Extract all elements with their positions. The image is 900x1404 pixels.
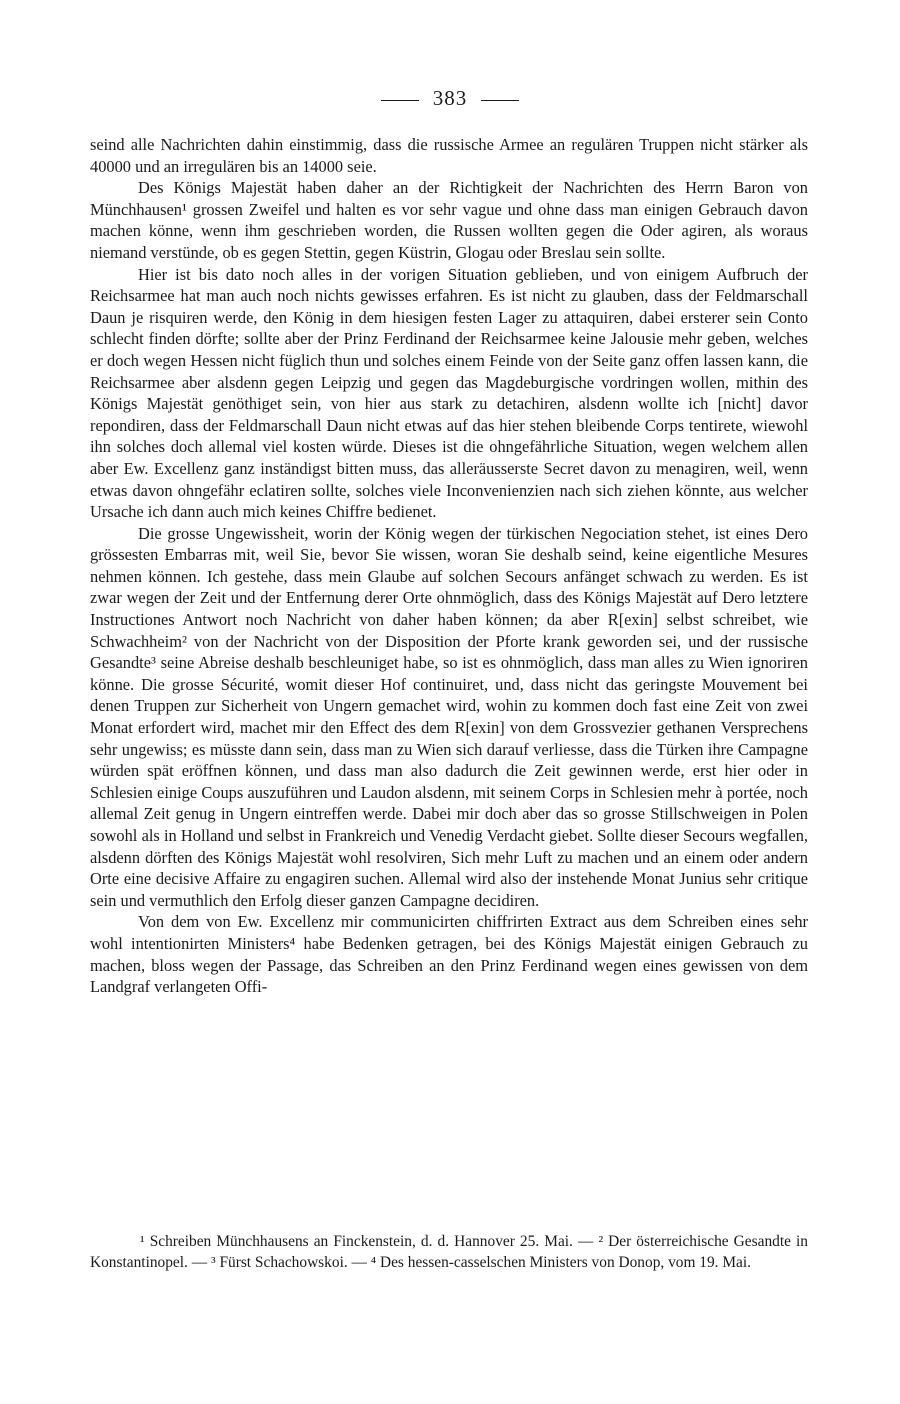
main-text xyxy=(90,134,808,998)
paragraph-3: Hier ist bis dato noch alles in der vorigen Situation geblieben, und von einigem Aufbruch der Reichsarmee hat man auch noch nichts gewisses erfahren. Es ist nicht zu glauben, dass der Feldmarschall Daun je risquiren werde, den König in dem hiesigen festen Lager zu attaquiren, dabei ersterer sein Conto schlecht finden dörfte; sollte aber der Prinz Ferdinand der Reichsarmee keine Jalousie mehr geben, welches er doch wegen Hessen nicht füglich thun und solches einem Feinde von der Seite ganz offen lassen kann, die Reichsarmee aber alsdenn gegen Leipzig und gegen das Magdeburgische vordringen wollen, mithin des Königs Majestät genöthiget sein, von hier aus stark zu detachiren, alsdenn wollte ich [nicht] davor repondiren, dass der Feldmarschall Daun nicht etwas auf das hier stehen bleibende Corps tentirete, wiewohl ihn solches doch allemal viel kosten würde. Dieses ist die ohngefährliche Situation, wegen welchem allen aber Ew. Excellenz ganz inständigst bitten muss, das alleräusserste Secret davon zu menagiren, weil, wenn etwas davon ohngefähr eclatiren sollte, solches viele Inconvenienzien nach sich ziehen könnte, aus welcher Ursache ich dann auch mich keines Chiffre bedienet. xyxy=(90,264,808,522)
page-number: 383 xyxy=(432,86,468,110)
paragraph-1: seind alle Nachrichten dahin einstimmig, dass die russische Armee an regulären Truppen nicht stärker als 40000 und an irregulären bis an 14000 seie. xyxy=(90,135,808,176)
paragraph-4: Die grosse Ungewissheit, worin der König wegen der türkischen Negociation stehet, ist eines Dero grössesten Embarras mit, weil Sie, bevor Sie wissen, woran Sie deshalb seind, keine eigentliche Mesures nehmen können. Ich gestehe, dass mein Glaube auf solchen Secours anfänget schwach zu werden. Es ist zwar wegen der Zeit und der Entfernung derer Orte ohnmöglich, dass des Königs Majestät auf Dero letztere Instructiones Antwort noch Nachricht von daher haben können; da aber R[exin] selbst schreibet, wie Schwachheim² von der Nachricht von der Disposition der Pforte krank geworden sei, und der russische Gesandte³ seine Abreise deshalb beschleuniget habe, so ist es ohnmöglich, dass man alles zu Wien ignoriren könne. Die grosse Sécurité, womit dieser Hof continuiret, und, dass nicht das geringste Mouvement bei denen Truppen zur Sicherheit von Ungern gemachet wird, wohin zu kommen doch fast eine Zeit von zwei Monat erfordert wird, machet mir den Effect des dem R[exin] von dem Grossvezier gethanen Versprechens sehr ungewiss; es müsste dann sein, dass man zu Wien sich darauf verliesse, dass die Türken ihre Campagne würden spät eröffnen können, und dass man also dadurch die Zeit gewinnen werde, erst hier oder in Schlesien einige Coups auszuführen und Laudon alsdenn, mit seinem Corps in Schlesien mehr à portée, noch allemal Zeit genug in Ungern eintreffen werde. Dabei mir doch aber das so grosse Stillschweigen in Polen sowohl als in Holland und selbst in Frankreich und Venedig Verdacht giebet. Sollte dieser Secours wegfallen, alsdenn dörften des Königs Majestät wohl resolviren, Sich mehr Luft zu machen und an einem oder andern Orte eine decisive Affaire zu engagiren suchen. Allemal wird also der instehende Monat Junius sehr critique sein und vermuthlich den Erfolg dieser ganzen Campagne decidiren. xyxy=(90,523,808,910)
paragraph-2: Des Königs Majestät haben daher an der Richtigkeit der Nachrichten des Herrn Baron von Münchhausen¹ grossen Zweifel und halten es vor sehr vague und ohne dass man einigen Gebrauch davon machen könne, wenn ihm geschrieben worden, die Russen wollten gegen die Oder agiren, als woraus niemand verstünde, ob es gegen Stettin, gegen Küstrin, Glogau oder Breslau sein sollte. xyxy=(90,178,808,262)
paragraph-5: Von dem von Ew. Excellenz mir communicirten chiffrirten Extract aus dem Schreiben eines sehr wohl intentionirten Ministers⁴ habe Bedenken getragen, bei des Königs Majestät einigen Gebrauch zu machen, bloss wegen der Passage, das Schreiben an den Prinz Ferdinand wegen eines gewissen von dem Landgraf verlangeten Offi- xyxy=(90,912,808,997)
header-dash-left xyxy=(381,100,419,101)
page-header xyxy=(0,86,900,111)
footnotes xyxy=(90,1232,808,1273)
footnote-text: ¹ Schreiben Münchhausens an Finckenstein, d. d. Hannover 25. Mai. — ² Der österreichische Gesandte in Konstantinopel. — ³ Fürst Schachowskoi. — ⁴ Des hessen-casselschen Ministers von Donop, vom 19. Mai. xyxy=(90,1233,808,1271)
header-dash-right xyxy=(481,100,519,101)
